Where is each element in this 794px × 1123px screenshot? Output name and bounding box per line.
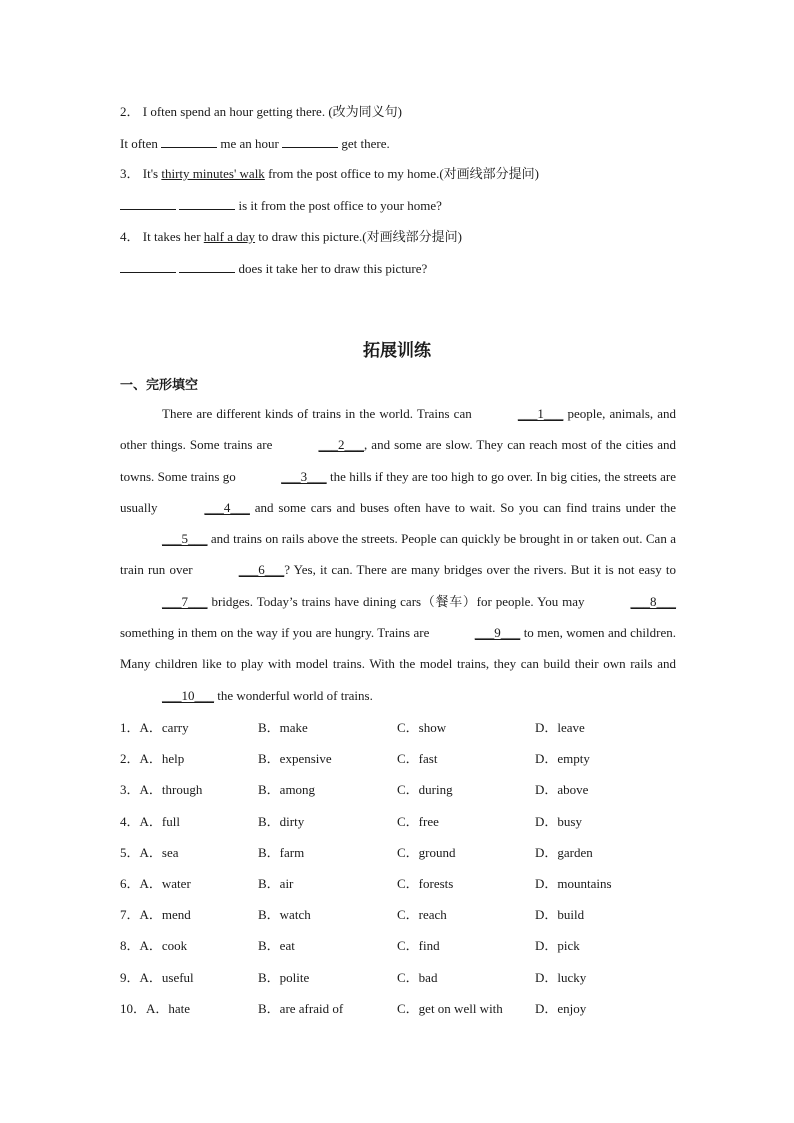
option-c[interactable]: C．reach — [397, 907, 447, 923]
option-d[interactable]: D．empty — [535, 751, 590, 767]
option-b[interactable]: B．watch — [258, 907, 311, 923]
passage-text: and trains on rails above the streets. People can quickly be brought in or taken out. Can a train run over — [120, 531, 676, 578]
exercise-2-prompt — [120, 104, 402, 120]
cloze-blank-10[interactable]: ___10___ — [162, 687, 214, 703]
exercise-number: 4． — [120, 229, 140, 244]
option-a[interactable]: 10．A．hate — [120, 1000, 191, 1016]
option-c[interactable]: C．get on well with — [397, 1000, 503, 1016]
cloze-blank-8[interactable]: ___8___ — [630, 593, 677, 609]
passage-text: to men, women and children. Many children like to play with model trains. With the model trains, they can build their own rails and — [120, 625, 676, 672]
exercise-4-answer — [120, 260, 427, 277]
exercise-3-prompt — [120, 166, 539, 182]
option-b[interactable]: B．are afraid of — [258, 1000, 344, 1016]
option-b[interactable]: B．among — [258, 782, 316, 798]
option-d[interactable]: D．pick — [535, 938, 580, 954]
exercise-3-answer — [120, 197, 442, 214]
option-c[interactable]: C．fast — [397, 751, 438, 767]
option-a[interactable]: 7．A．mend — [120, 907, 191, 923]
answer-blank[interactable] — [179, 197, 235, 210]
exercise-text: It takes her — [142, 229, 201, 244]
option-row — [120, 993, 680, 1024]
option-row — [120, 774, 680, 805]
option-d[interactable]: D．leave — [535, 720, 585, 735]
cloze-blank-9[interactable]: ___9___ — [474, 625, 521, 641]
option-a[interactable]: 5．A．sea — [120, 844, 179, 860]
cloze-blank-5[interactable]: ___5___ — [162, 531, 208, 547]
option-d[interactable]: D．garden — [535, 844, 593, 860]
option-row — [120, 712, 680, 743]
cloze-heading: 一、完形填空 — [120, 378, 199, 393]
answer-text: does it take her to draw this picture? — [238, 261, 428, 276]
option-c[interactable]: C．find — [397, 938, 440, 954]
answer-blank[interactable] — [161, 135, 217, 148]
cloze-blank-4[interactable]: ___4___ — [204, 499, 250, 515]
section-title: 拓展训练 — [363, 341, 431, 361]
exercise-2-answer — [120, 135, 390, 152]
option-row — [120, 806, 680, 837]
passage-text: something in them on the way if you are hungry. Trains are — [120, 625, 430, 641]
option-row — [120, 837, 680, 868]
answer-text: is it from the post office to your home? — [238, 198, 442, 213]
answer-blank[interactable] — [282, 135, 338, 148]
cloze-blank-3[interactable]: ___3___ — [281, 468, 327, 484]
option-a[interactable]: 3．A．through — [120, 782, 203, 798]
passage-text: the wonderful world of trains. — [217, 687, 373, 703]
option-c[interactable]: C．show — [397, 720, 447, 735]
answer-blank[interactable] — [179, 260, 235, 273]
option-row — [120, 868, 680, 899]
answer-blank[interactable] — [120, 260, 176, 273]
option-row — [120, 930, 680, 961]
option-d[interactable]: D．above — [535, 782, 589, 798]
option-b[interactable]: B．air — [258, 875, 294, 891]
exercise-text: from the post office to my home.(对画线部分提问) — [268, 166, 539, 181]
exercise-4-prompt — [120, 229, 462, 245]
passage-text: the hills if they are too high to go over. In big cities, the streets are usually — [120, 468, 677, 515]
cloze-blank-7[interactable]: ___7___ — [162, 593, 208, 609]
option-row — [120, 962, 680, 993]
passage-text: bridges. Today’s trains have dining cars（餐车）for people. You may — [211, 593, 585, 609]
answer-text: me an hour — [220, 136, 279, 151]
cloze-blank-2[interactable]: ___2___ — [318, 437, 364, 453]
option-b[interactable]: B．eat — [258, 938, 295, 954]
exercise-number: 2． — [120, 104, 140, 119]
option-row — [120, 899, 680, 930]
options-list — [120, 712, 680, 1024]
cloze-blank-6[interactable]: ___6___ — [238, 562, 285, 578]
passage-text: people, animals, and other things. Some trains are — [120, 406, 677, 453]
passage-text: There are different kinds of trains in the world. Trains can — [162, 406, 472, 421]
passage-text: ? Yes, it can. There are many bridges over the rivers. But it is not easy to — [284, 562, 676, 578]
exercise-number: 3． — [120, 166, 140, 181]
option-b[interactable]: B．polite — [258, 969, 310, 985]
option-c[interactable]: C．forests — [397, 875, 454, 891]
option-c[interactable]: C．free — [397, 813, 439, 829]
option-c[interactable]: C．ground — [397, 844, 456, 860]
exercise-text: to draw this picture.(对画线部分提问) — [258, 229, 462, 244]
option-d[interactable]: D．enjoy — [535, 1000, 587, 1016]
option-a[interactable]: 9．A．useful — [120, 969, 194, 985]
option-b[interactable]: B．expensive — [258, 751, 332, 767]
cloze-blank-1[interactable]: ___1___ — [517, 406, 564, 421]
passage-text: and some cars and buses often have to wait. So you can find trains under the — [254, 499, 676, 515]
option-d[interactable]: D．lucky — [535, 969, 587, 985]
option-d[interactable]: D．mountains — [535, 875, 612, 891]
option-b[interactable]: B．farm — [258, 844, 305, 860]
cloze-passage — [120, 398, 676, 711]
underlined-phrase: thirty minutes' walk — [161, 166, 265, 181]
underlined-phrase: half a day — [203, 229, 256, 244]
answer-text: It often — [120, 136, 158, 151]
option-c[interactable]: C．during — [397, 782, 453, 798]
option-a[interactable]: 1．A．carry — [120, 720, 189, 735]
option-b[interactable]: B．make — [258, 720, 308, 735]
answer-blank[interactable] — [120, 197, 176, 210]
answer-text: get there. — [341, 136, 390, 151]
option-a[interactable]: 4．A．full — [120, 813, 180, 829]
exercise-sentence: I often spend an hour getting there. (改为同义句) — [142, 104, 402, 119]
option-a[interactable]: 2．A．help — [120, 751, 185, 767]
option-b[interactable]: B．dirty — [258, 813, 305, 829]
exercise-text: It's — [142, 166, 159, 181]
option-d[interactable]: D．busy — [535, 813, 582, 829]
option-a[interactable]: 6．A．water — [120, 875, 191, 891]
option-a[interactable]: 8．A．cook — [120, 938, 188, 954]
option-c[interactable]: C．bad — [397, 969, 438, 985]
option-row — [120, 743, 680, 774]
option-d[interactable]: D．build — [535, 907, 585, 923]
passage-text: , and some are slow. They can reach most of the cities and towns. Some trains go — [120, 437, 677, 484]
